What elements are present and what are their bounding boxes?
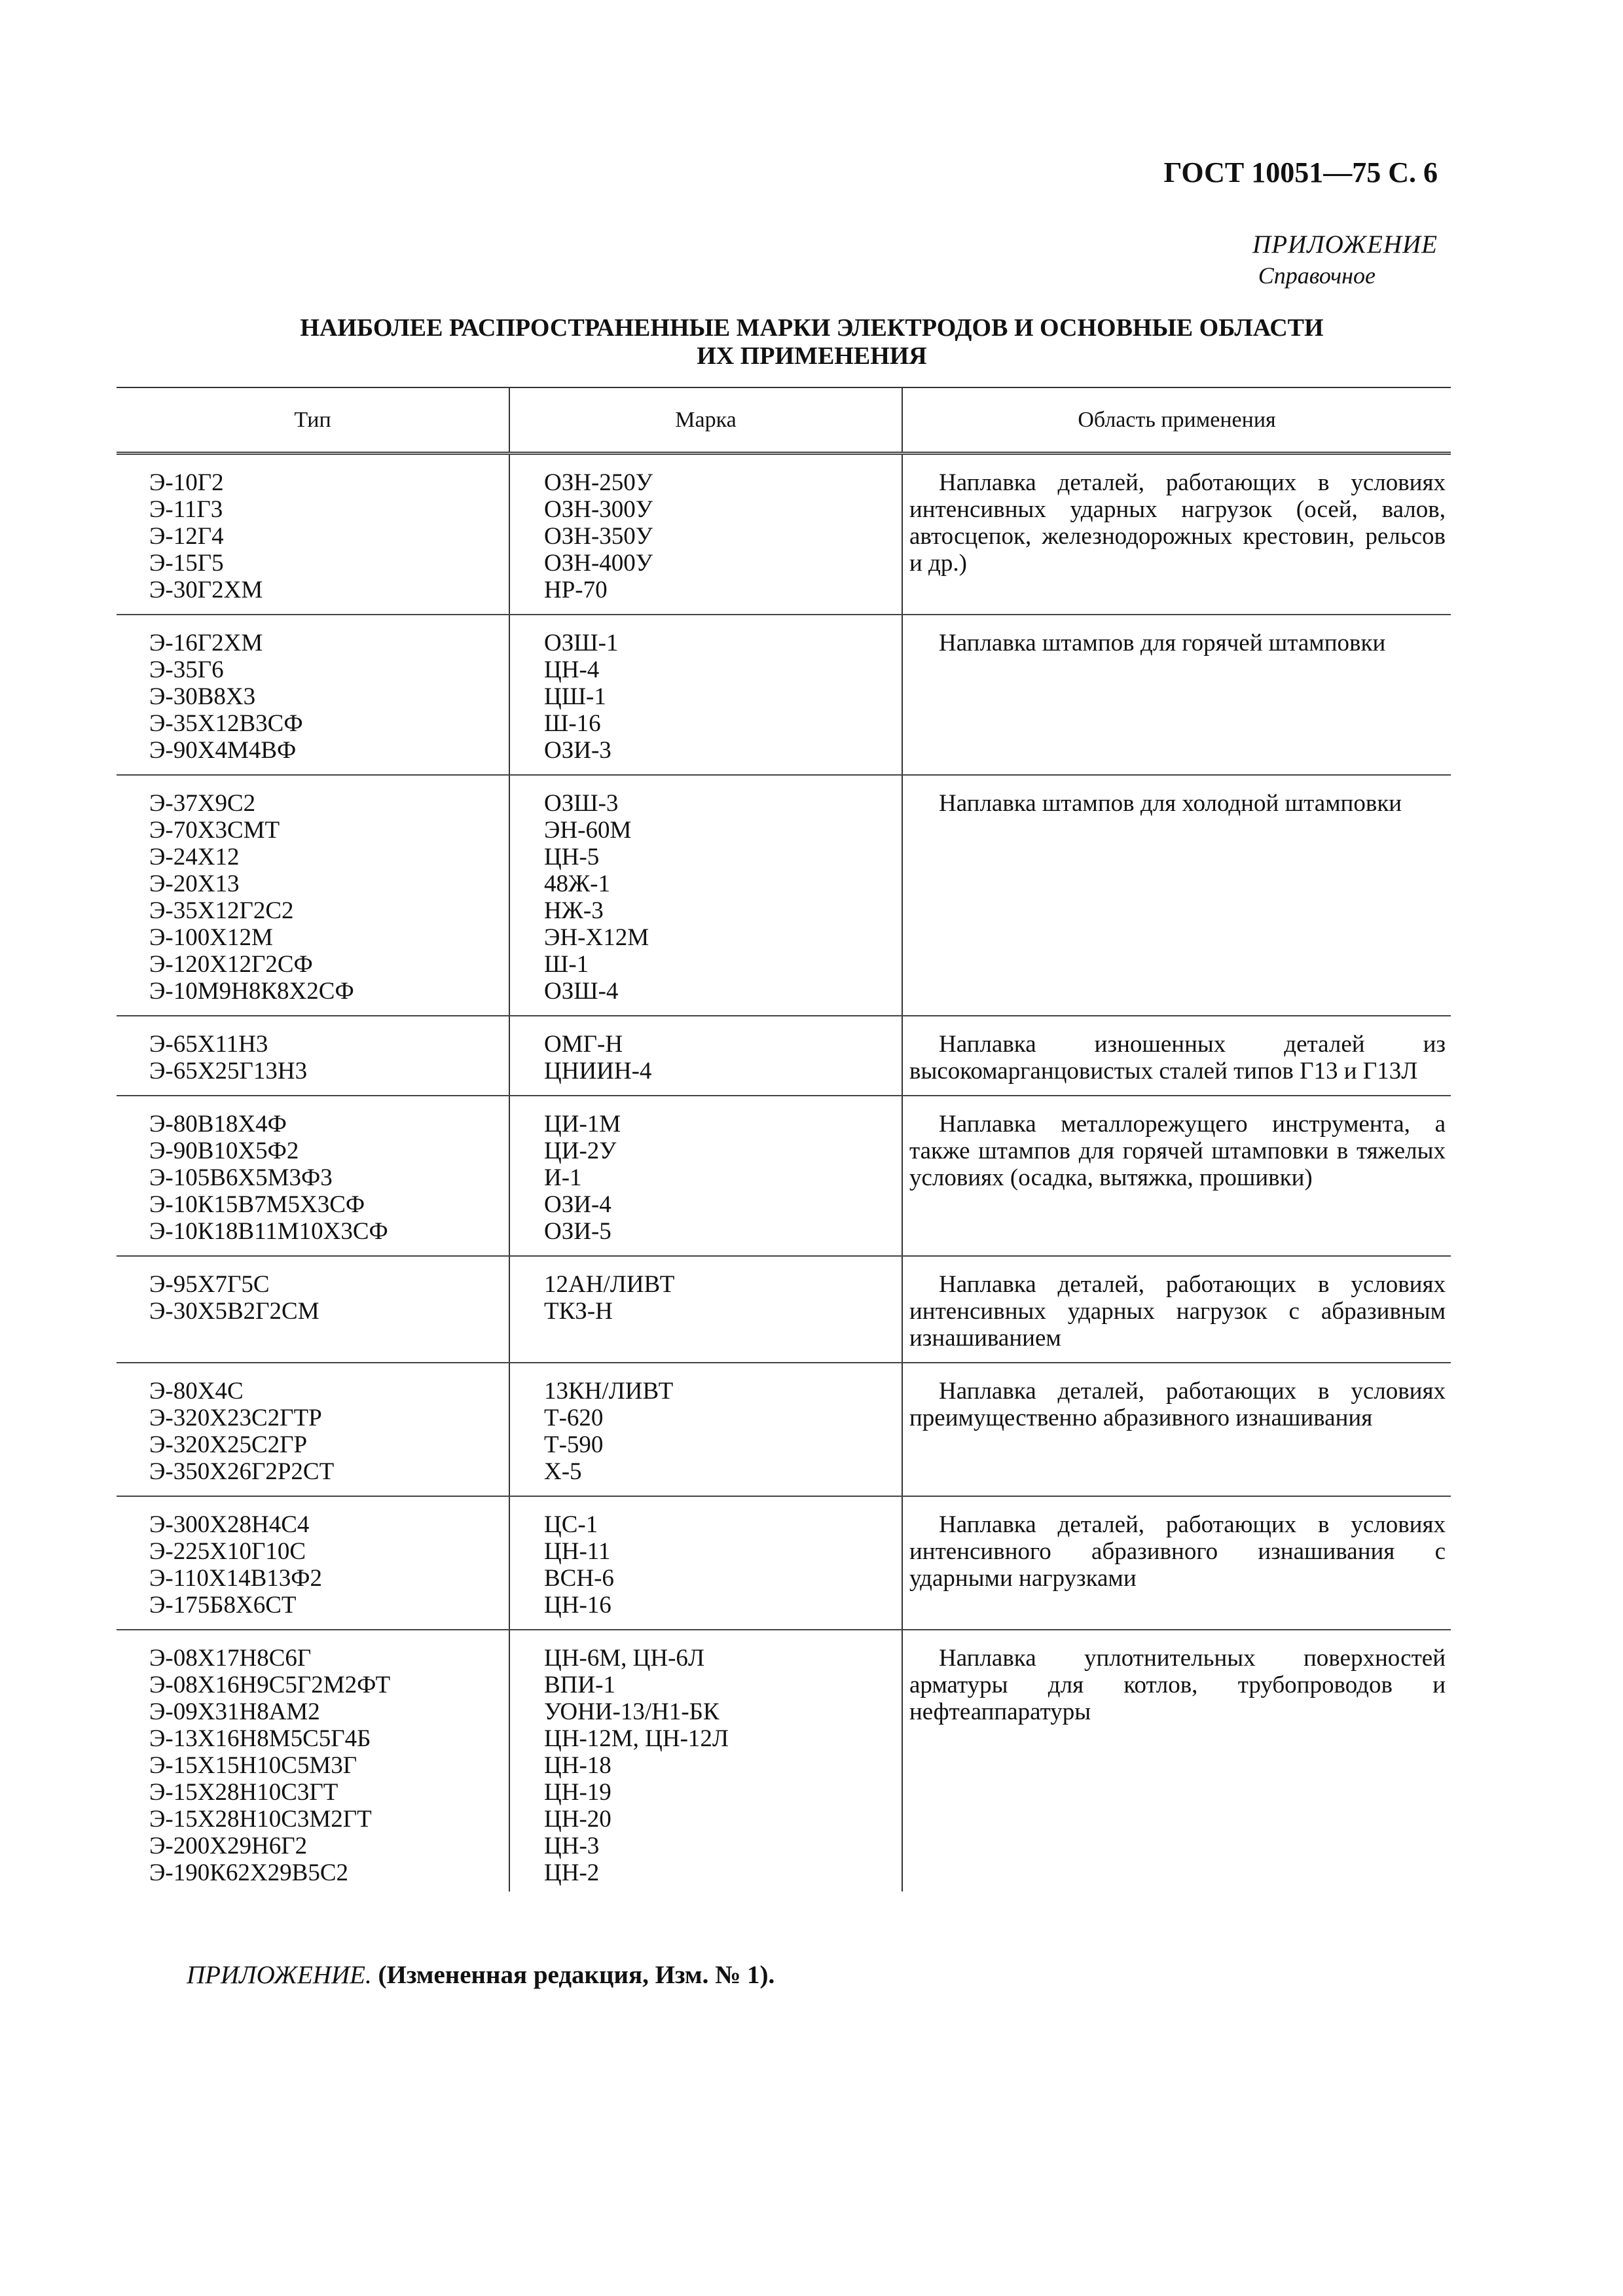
electrode-brand: ОЗШ-3 (544, 790, 619, 817)
electrode-brand: ЦН-18 (544, 1752, 611, 1779)
column-header-brand: Марка (509, 387, 902, 454)
electrode-type: Э-65Х11Н3 (149, 1031, 268, 1058)
electrode-brand: ЦШ-1 (544, 683, 606, 710)
electrode-brand: 48Ж-1 (544, 870, 610, 897)
electrode-type: Э-30В8Х3 (149, 683, 256, 710)
brand-cell (509, 1630, 902, 1892)
electrode-type: Э-35Г6 (149, 656, 224, 683)
table-row (117, 1256, 1451, 1363)
electrode-type: Э-37Х9С2 (149, 790, 256, 817)
electrode-brand: ОЗН-350У (544, 523, 653, 550)
electrode-type: Э-90В10Х5Ф2 (149, 1138, 299, 1164)
electrode-brand: ЦН-4 (544, 656, 600, 683)
electrode-brand: ЦН-2 (544, 1859, 600, 1886)
application-area: Наплавка уплотнительных поверхностей арматуры для котлов, трубопроводов и нефтеаппаратуры (909, 1645, 1446, 1725)
area-cell (902, 1096, 1451, 1256)
electrode-type: Э-80Х4С (149, 1378, 244, 1405)
electrode-brand: ЦН-12М, ЦН-12Л (544, 1725, 729, 1752)
electrode-brand: ВСН-6 (544, 1565, 614, 1592)
type-cell (117, 454, 509, 615)
electrode-type: Э-65Х25Г13Н3 (149, 1058, 308, 1085)
footer-text: (Измененная редакция, Изм. № 1). (378, 1961, 775, 1989)
electrode-brand: Т-590 (544, 1431, 604, 1458)
electrode-type: Э-10К15В7М5Х3СФ (149, 1191, 365, 1218)
table-header-row (117, 387, 1451, 454)
electrode-type: Э-110Х14В13Ф2 (149, 1565, 323, 1592)
brand-cell (509, 1096, 902, 1256)
electrode-type: Э-08Х17Н8С6Г (149, 1645, 312, 1672)
table-row (117, 1016, 1451, 1096)
electrode-table (117, 387, 1451, 1892)
electrode-type: Э-16Г2ХМ (149, 630, 263, 656)
column-header-area: Область применения (902, 387, 1451, 454)
electrode-type: Э-09Х31Н8АМ2 (149, 1698, 320, 1725)
electrode-type: Э-10К18В11М10Х3СФ (149, 1218, 388, 1245)
electrode-brand: Ш-16 (544, 710, 601, 737)
electrode-type: Э-120Х12Г2СФ (149, 951, 313, 978)
electrode-brand: ЦН-19 (544, 1779, 611, 1806)
column-header-type: Тип (117, 387, 509, 454)
electrode-type: Э-08Х16Н9С5Г2М2ФТ (149, 1672, 391, 1698)
electrode-brand: И-1 (544, 1164, 582, 1191)
electrode-brand: ЦН-5 (544, 844, 600, 870)
brand-cell (509, 1016, 902, 1096)
document-title-line-2: ИХ ПРИМЕНЕНИЯ (697, 342, 927, 370)
electrode-type: Э-100Х12М (149, 924, 273, 951)
electrode-brand: ТКЗ-Н (544, 1298, 613, 1325)
electrode-brand: ЦС-1 (544, 1511, 598, 1538)
application-area: Наплавка штампов для горячей штамповки (939, 630, 1386, 656)
electrode-type: Э-320Х23С2ГТР (149, 1405, 322, 1431)
type-cell (117, 1016, 509, 1096)
electrode-type: Э-320Х25С2ГР (149, 1431, 308, 1458)
electrode-type: Э-30Г2ХМ (149, 577, 263, 603)
type-cell (117, 775, 509, 1016)
appendix-label: ПРИЛОЖЕНИЕ (1252, 230, 1438, 259)
electrode-brand: ОЗИ-5 (544, 1218, 611, 1245)
electrode-brand: НЖ-3 (544, 897, 604, 924)
electrode-brand: УОНИ-13/Н1-БК (544, 1698, 720, 1725)
electrode-brand: ОЗШ-4 (544, 978, 619, 1005)
type-cell (117, 1096, 509, 1256)
type-cell (117, 615, 509, 775)
table-row (117, 615, 1451, 775)
electrode-brand: ЦН-6М, ЦН-6Л (544, 1645, 705, 1672)
electrode-brand: ЭН-60М (544, 817, 632, 844)
electrode-brand: ЦИ-2У (544, 1138, 617, 1164)
electrode-brand: ОЗН-400У (544, 550, 653, 577)
type-cell (117, 1496, 509, 1630)
electrode-brand: Ш-1 (544, 951, 589, 978)
electrode-type: Э-80В18Х4Ф (149, 1111, 287, 1138)
type-cell (117, 1256, 509, 1363)
electrode-type: Э-225Х10Г10С (149, 1538, 306, 1565)
application-area: Наплавка изношенных деталей из высокомарганцовистых сталей типов Г13 и Г13Л (909, 1031, 1446, 1085)
brand-cell (509, 615, 902, 775)
table-row (117, 1630, 1451, 1892)
electrode-brand: 12АН/ЛИВТ (544, 1271, 675, 1298)
electrode-type: Э-190К62Х29В5С2 (149, 1859, 349, 1886)
application-area: Наплавка деталей, работающих в условиях преимущественно абразивного изнашивания (909, 1378, 1446, 1431)
type-cell (117, 1363, 509, 1496)
electrode-brand: ВПИ-1 (544, 1672, 615, 1698)
electrode-type: Э-30Х5В2Г2СМ (149, 1298, 319, 1325)
type-cell (117, 1630, 509, 1892)
electrode-type: Э-13Х16Н8М5С5Г4Б (149, 1725, 371, 1752)
electrode-brand: ЭН-Х12М (544, 924, 649, 951)
electrode-type: Э-15Х15Н10С5М3Г (149, 1752, 357, 1779)
electrode-brand: ЦН-16 (544, 1592, 611, 1619)
table-row (117, 454, 1451, 615)
application-area: Наплавка штампов для холодной штамповки (939, 790, 1402, 817)
electrode-type: Э-70Х3СМТ (149, 817, 280, 844)
electrode-type: Э-95Х7Г5С (149, 1271, 270, 1298)
application-area: Наплавка деталей, работающих в условиях интенсивного абразивного изнашивания с ударными нагрузками (909, 1511, 1446, 1592)
electrode-brand: ЦН-11 (544, 1538, 611, 1565)
application-area: Наплавка деталей, работающих в условиях интенсивных ударных нагрузок (осей, валов, автосцепок, железнодорожных крестовин, рельсов и др.) (909, 469, 1446, 577)
electrode-brand: ЦНИИН-4 (544, 1058, 652, 1085)
electrode-type: Э-24Х12 (149, 844, 240, 870)
brand-cell (509, 1256, 902, 1363)
document-title-line-1: НАИБОЛЕЕ РАСПРОСТРАНЕННЫЕ МАРКИ ЭЛЕКТРОДОВ И ОСНОВНЫЕ ОБЛАСТИ (300, 314, 1324, 342)
area-cell (902, 615, 1451, 775)
document-title (118, 314, 1506, 370)
brand-cell (509, 775, 902, 1016)
page-header: ГОСТ 10051—75 С. 6 (1163, 156, 1438, 188)
electrode-brand: Т-620 (544, 1405, 604, 1431)
electrode-type: Э-350Х26Г2Р2СТ (149, 1458, 335, 1485)
table-body (117, 454, 1451, 1892)
brand-cell (509, 454, 902, 615)
electrode-type: Э-12Г4 (149, 523, 224, 550)
application-area: Наплавка металлорежущего инструмента, а также штампов для горячей штамповки в тяжелых условиях (осадка, вытяжка, прошивки) (909, 1111, 1446, 1191)
electrode-type: Э-15Г5 (149, 550, 224, 577)
electrode-type: Э-20Х13 (149, 870, 240, 897)
electrode-type: Э-35Х12В3СФ (149, 710, 303, 737)
electrode-type: Э-200Х29Н6Г2 (149, 1833, 308, 1859)
appendix-note: Справочное (1258, 262, 1376, 289)
area-cell (902, 454, 1451, 615)
electrode-type: Э-10Г2 (149, 469, 224, 496)
electrode-type: Э-15Х28Н10С3М2ГТ (149, 1806, 372, 1833)
electrode-type: Э-105В6Х5М3Ф3 (149, 1164, 333, 1191)
electrode-brand: ОЗИ-4 (544, 1191, 611, 1218)
electrode-brand: ОЗИ-3 (544, 737, 611, 764)
area-cell (902, 1630, 1451, 1892)
table-row (117, 1096, 1451, 1256)
electrode-type: Э-175Б8Х6СТ (149, 1592, 297, 1619)
electrode-brand: ЦН-20 (544, 1806, 611, 1833)
electrode-brand: ОЗН-300У (544, 496, 653, 523)
brand-cell (509, 1363, 902, 1496)
table-row (117, 775, 1451, 1016)
electrode-brand: ЦИ-1М (544, 1111, 621, 1138)
table-row (117, 1496, 1451, 1630)
electrode-type: Э-90Х4М4ВФ (149, 737, 297, 764)
area-cell (902, 1256, 1451, 1363)
area-cell (902, 1363, 1451, 1496)
electrode-type: Э-10М9Н8К8Х2СФ (149, 978, 354, 1005)
electrode-brand: ОМГ-Н (544, 1031, 623, 1058)
brand-cell (509, 1496, 902, 1630)
area-cell (902, 1496, 1451, 1630)
area-cell (902, 775, 1451, 1016)
footer-label: ПРИЛОЖЕНИЕ. (187, 1961, 372, 1989)
electrode-type: Э-15Х28Н10С3ГТ (149, 1779, 338, 1806)
footer-note (187, 1960, 775, 1990)
electrode-brand: 13КН/ЛИВТ (544, 1378, 674, 1405)
table-row (117, 1363, 1451, 1496)
area-cell (902, 1016, 1451, 1096)
electrode-type: Э-35Х12Г2С2 (149, 897, 294, 924)
electrode-type: Э-11Г3 (149, 496, 223, 523)
electrode-brand: ОЗШ-1 (544, 630, 619, 656)
appendix-block (1252, 229, 1438, 291)
electrode-brand: Х-5 (544, 1458, 582, 1485)
application-area: Наплавка деталей, работающих в условиях интенсивных ударных нагрузок с абразивным изнашиванием (909, 1271, 1446, 1352)
electrode-brand: НР-70 (544, 577, 608, 603)
electrode-type: Э-300Х28Н4С4 (149, 1511, 310, 1538)
electrode-brand: ЦН-3 (544, 1833, 600, 1859)
electrode-brand: ОЗН-250У (544, 469, 653, 496)
